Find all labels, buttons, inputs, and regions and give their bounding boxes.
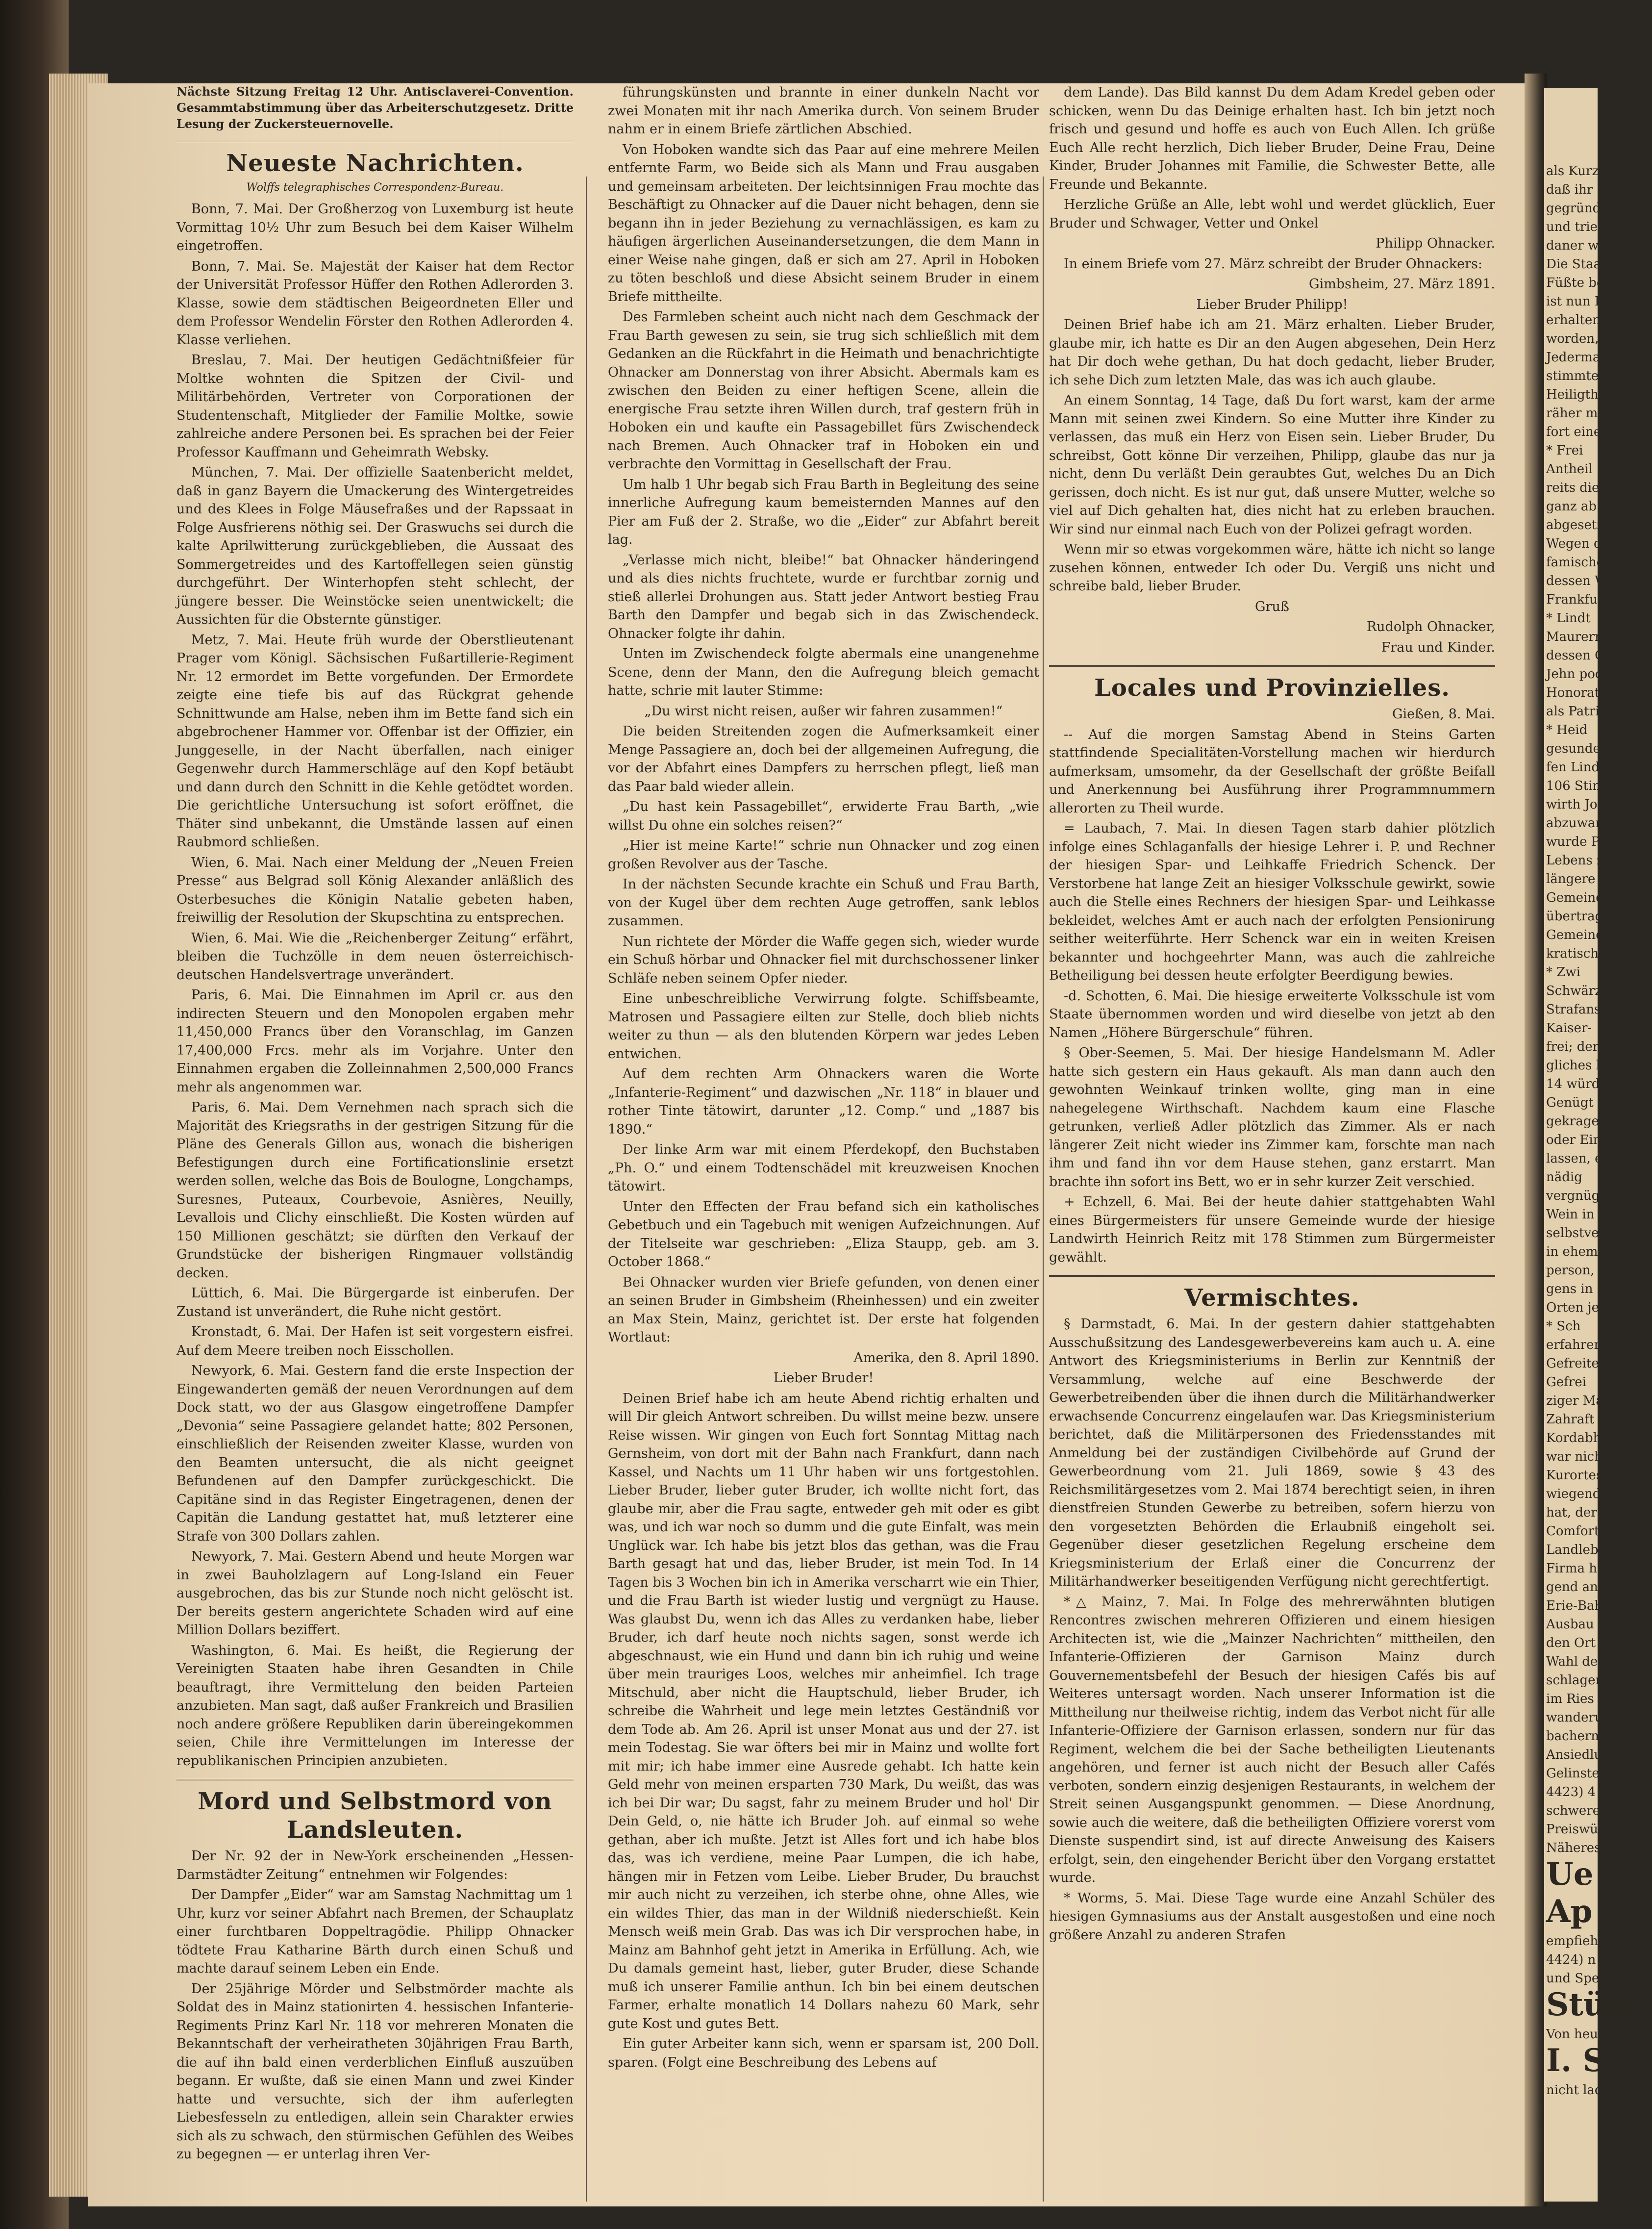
adjacent-page-text: famischen xyxy=(1546,555,1612,570)
news-paragraph: Bonn, 7. Mai. Der Großherzog von Luxemburg ist heute Vormittag 10½ Uhr zum Besuch bei dem Kaiser Wilhelm eingetroffen. xyxy=(176,202,574,253)
article-paragraph: Lieber Bruder! xyxy=(773,1370,874,1386)
adjacent-page-text: gliches bei xyxy=(1546,1058,1616,1073)
adjacent-page-text: den Ort xyxy=(1546,1636,1596,1650)
adjacent-page-text: dessen Wed xyxy=(1546,574,1623,588)
adjacent-page-text: I. S xyxy=(1546,2042,1605,2079)
article-paragraph: Des Farmleben scheint auch nicht nach dem Geschmack der Frau Barth gewesen zu sein, sie trug sich schließlich mit dem Gedanken an die Rückfahrt in die Heimath und benachrichtigte Ohnacker am Donnerstag von ihrer Absicht. Abermals kam es zwischen den Beiden zu einer heftigen Scene, allein die energische Frau setzte ihren Willen durch, traf gestern früh in Hoboken ein und kaufte ein Passagebillet fürs Zwischendeck nach Bremen. Auch Ohnacker traf in Hoboken ein und verbrachte den Vormittag in Gesellschaft der Frau. xyxy=(608,309,1039,472)
murder-article-body xyxy=(176,1847,574,2164)
adjacent-page-text: fen Lindte xyxy=(1546,760,1612,775)
local-news-body xyxy=(1049,705,1495,1266)
article-paragraph: Bei Ohnacker wurden vier Briefe gefunden, von denen einer an seinen Bruder in Gimbsheim (Rheinhessen) und ein zweiter an Max Stein, Mainz, gerichtet ist. Der erste hat folgenden Wortlaut: xyxy=(608,1274,1039,1345)
news-paragraph: Paris, 6. Mai. Dem Vernehmen nach sprach sich die Majorität des Kriegsraths in der gestrigen Sitzung für die Pläne des Generals Gillon aus, wonach die bisherigen Befestigungen durch eine Fortificationslinie ersetzt werden sollen, welche das Bois de Boulogne, Longchamps, Suresnes, Puteaux, Courbevoie, Asnières, Neuilly, Levallois und Clichy einschließt. Die Kosten würden auf 150 Millionen geschätzt; sie dürften den Verkauf der Grundstücke der bisherigen Ringmauer vollständig decken. xyxy=(176,1100,574,1281)
adjacent-page-text: Comfort, xyxy=(1546,1524,1603,1539)
adjacent-page-text: ziger Mark xyxy=(1546,1393,1618,1408)
adjacent-page-text: Ap xyxy=(1546,1893,1593,1930)
section-rule xyxy=(1049,665,1495,667)
news-paragraph: Kronstadt, 6. Mai. Der Hafen ist seit vorgestern eisfrei. Auf dem Meere treiben noch Eisschollen. xyxy=(176,1324,574,1358)
adjacent-page-text: Gemeinde xyxy=(1546,890,1612,905)
adjacent-page-text: Jehn poch xyxy=(1546,667,1611,682)
local-news-paragraph: + Echzell, 6. Mai. Bei der heute dahier stattgehabten Wahl eines Bürgermeisters für unsere Gemeinde wurde der hiesige Landwirth Heinrich Reitz mit 178 Stimmen zum Bürgermeister gewählt. xyxy=(1049,1194,1495,1265)
adjacent-page-text: daß ihr Brennen xyxy=(1546,182,1652,197)
letter-paragraph: Gruß xyxy=(1255,599,1289,614)
adjacent-page-text: wirth Joh xyxy=(1546,797,1606,812)
section-rule xyxy=(1049,1275,1495,1277)
section-title-local-news: Locales und Provinzielles. xyxy=(1094,674,1450,702)
adjacent-page-text: Genügt der xyxy=(1546,1095,1620,1110)
adjacent-page-text: wiegender xyxy=(1546,1487,1615,1501)
news-paragraph: Washington, 6. Mai. Es heißt, die Regierung der Vereinigten Staaten habe ihren Gesandten in Chile beauftragt, ihre Vermittelung den beiden Parteien anzubieten. Man sagt, daß außer Frankreich und Brasilien noch andere größere Republiken darin übereingekommen seien, Chile ihre Vermittelungen im Interesse der republikanischen Principien anzubieten. xyxy=(176,1643,574,1769)
section-rule xyxy=(176,1779,574,1780)
adjacent-page-text: Lebens z xyxy=(1546,853,1603,868)
adjacent-page-text: bachernes xyxy=(1546,1729,1613,1744)
article-paragraph: Nun richtete der Mörder die Waffe gegen sich, wieder wurde ein Schuß hörbar und Ohnacker fiel mit durchschossener linker Schläfe neben seinem Opfer nieder. xyxy=(608,934,1039,986)
adjacent-page-text: 4424) n xyxy=(1546,1952,1596,1967)
adjacent-page-text: * Lindt xyxy=(1546,611,1591,626)
article-paragraph: führungskünsten und brannte in einer dunkeln Nacht vor zwei Monaten mit ihr nach Amerika durch. Von seinem Bruder nahm er in einem Briefe zärtlichen Abschied. xyxy=(608,85,1039,137)
adjacent-page-text: Honoration xyxy=(1546,685,1620,700)
adjacent-page-text: in ehemal xyxy=(1546,1244,1610,1259)
adjacent-page-text: Gemeinde, xyxy=(1546,928,1616,942)
adjacent-page-text: Näheres b xyxy=(1546,1841,1613,1855)
local-news-paragraph: Gießen, 8. Mai. xyxy=(1392,707,1495,722)
letter-paragraph: Gimbsheim, 27. März 1891. xyxy=(1309,277,1495,292)
latest-news-body xyxy=(176,200,574,1770)
adjacent-page-text: schwere Do xyxy=(1546,1803,1622,1818)
letter-paragraph: dem Lande). Das Bild kannst Du dem Adam Kredel geben oder schicken, wenn Du das Deinige erhalten hast. Ich bin jetzt noch frisch und gesund und hoffe es auch von Euch Allen. Ich grüße Euch Alle recht herzlich, Dich lieber Bruder, Deine Frau, Deine Kinder, Bruder Johannes mit Familie, die Schwester Bette, alle Freunde und Bekannte. xyxy=(1049,85,1495,192)
adjacent-page-text: war nicht xyxy=(1546,1449,1608,1464)
letter-paragraph: Philipp Ohnacker. xyxy=(1376,236,1495,251)
adjacent-page-text: Preiswürd xyxy=(1546,1822,1613,1837)
adjacent-page-text: räher m xyxy=(1546,406,1598,421)
adjacent-page-text: * Zwi xyxy=(1546,965,1580,980)
news-paragraph: Paris, 6. Mai. Die Einnahmen im April cr. aus den indirecten Steuern und den Monopolen ergaben mehr 11,450,000 Francs über den Voranschlag, im Ganzen 17,400,000 Frcs. mehr als im Vorjahre. Unter den Einnahmen ergaben die Zolleinnahmen 2,500,000 Francs mehr als angenommen war. xyxy=(176,988,574,1095)
adjacent-page-text: Ue xyxy=(1546,1856,1594,1893)
letter-paragraph: Herzliche Grüße an Alle, lebt wohl und werdet glücklich, Euer Bruder und Schwager, Vetter und Onkel xyxy=(1049,197,1495,231)
adjacent-page-text: stimmtes xyxy=(1546,369,1605,383)
adjacent-page-text: als Patri xyxy=(1546,704,1600,719)
adjacent-page-text: Ansiedlung xyxy=(1546,1748,1619,1762)
column-1 xyxy=(176,83,574,2162)
article-paragraph: Unten im Zwischendeck folgte abermals eine unangenehme Scene, denn der Mann, den die Aufregung bleich gemacht hatte, schrie mit lauter Stimme: xyxy=(608,646,1039,698)
letter-paragraph: Deinen Brief habe ich am 21. März erhalten. Lieber Bruder, glaube mir, ich hatte es Dir an den Augen abgesehen, Dein Herz hat Dir doch wehe gethan, Du hat doch gedacht, lieber Bruder, ich sehe Dich zum letzten Male, das was ich auch glaube. xyxy=(1049,317,1495,388)
adjacent-page-text: ist nun R. xyxy=(1546,294,1608,309)
adjacent-page-text: hat, der xyxy=(1546,1505,1597,1520)
section-title-murder: Mord und Selbstmord von Landsleuten. xyxy=(198,1788,552,1844)
article-paragraph: „Du hast kein Passagebillet“, erwiderte Frau Barth, „wie willst Du ohne ein solches reisen?“ xyxy=(608,799,1039,833)
letter-paragraph: Frau und Kinder. xyxy=(1381,639,1495,655)
adjacent-page-text: Gefrei xyxy=(1546,1375,1586,1390)
adjacent-page-text: * Frei xyxy=(1546,443,1583,458)
news-paragraph: München, 7. Mai. Der offizielle Saatenbericht meldet, daß in ganz Bayern die Umackerung des Wintergetreides und des Klees in Folge Mäusefraßes und der Rapssaat in Folge Ausfrierens nöthig sei. Der Graswuchs sei durch die kalte Aprilwitterung zurückgeblieben, die Aussaat des Sommergetreides und des Kartoffellegen seien günstig durchgeführt. Der Winterhopfen steht schlecht, der jüngere besser. Die Weinstöcke seien unentwickelt; die Aussichten für die Obsternte günstiger. xyxy=(176,465,574,627)
adjacent-page-text: Kordabhar xyxy=(1546,1431,1615,1445)
adjacent-page-text: nädig xyxy=(1546,1170,1582,1185)
adjacent-page-text: oder Ein xyxy=(1546,1133,1602,1147)
local-news-paragraph: -d. Schotten, 6. Mai. Die hiesige erweiterte Volksschule ist vom Staate übernommen worden und wird dieselbe von jetzt ab den Namen „Höhere Bürgerschule“ führen. xyxy=(1049,988,1495,1040)
adjacent-page-text: Erie-Bahn xyxy=(1546,1598,1611,1613)
letters-body xyxy=(1049,83,1495,657)
adjacent-page-text: nicht laden xyxy=(1546,2083,1619,2098)
news-paragraph: Newyork, 7. Mai. Gestern Abend und heute Morgen war in zwei Bauholzlagern auf Long-Island ein Feuer ausgebrochen, das bis zur Stunde noch nicht gelöscht ist. Der bereits gestern angerichtete Schaden wird auf eine Million Dollars beziffert. xyxy=(176,1549,574,1638)
session-notice: Nächste Sitzung Freitag 12 Uhr. Antisclaverei-Convention. Gesammtabstimmung über das Arbeiterschutzgesetz. Dritte Lesung der Zuckersteuernovelle. xyxy=(176,84,574,131)
murder-article-continued xyxy=(608,83,1039,2072)
column-rule-2 xyxy=(1043,177,1044,2202)
adjacent-page-text: Gefreiter xyxy=(1546,1356,1605,1371)
adjacent-page-text: Gelinstein, xyxy=(1546,1766,1616,1781)
adjacent-page-text: * Heid xyxy=(1546,723,1588,737)
adjacent-page-text: abgesetzt xyxy=(1546,518,1609,532)
adjacent-page-text: gend an xyxy=(1546,1580,1598,1595)
adjacent-page-text: Wahl de xyxy=(1546,1654,1598,1669)
adjacent-page-text: lassen, es xyxy=(1546,1151,1609,1166)
section-title-miscellaneous: Vermischtes. xyxy=(1184,1284,1360,1312)
adjacent-page-text: vergnügt xyxy=(1546,1189,1605,1203)
adjacent-page-text: Strafanstal xyxy=(1546,1002,1618,1017)
article-paragraph: „Du wirst nicht reisen, außer wir fahren zusammen!“ xyxy=(644,703,1003,719)
article-paragraph: Der 25jährige Mörder und Selbstmörder machte als Soldat des in Mainz stationirten 4. hessischen Infanterie-Regiments Prinz Karl Nr. 118 vor mehreren Monaten die Bekanntschaft der verheiratheten 30jährigen Frau Barth, die auf ihn bald einen verderblichen Einfluß auszuüben begann. Er wußte, daß sie einen Mann und zwei Kinder hatte und versuchte, sich der ihm auferlegten Liebesfesseln zu entledigen, allein sein Charakter erwies sich als zu schwach, den stürmischen Gefühlen des Weibes zu begegnen — er unterlag ihren Ver- xyxy=(176,1981,574,2162)
adjacent-page-text: reits die xyxy=(1546,481,1600,495)
adjacent-page-text: Jedermann xyxy=(1546,350,1617,365)
local-news-paragraph: § Ober-Seemen, 5. Mai. Der hiesige Handelsmann M. Adler hatte sich gestern ein Haus gekauft. Als man dann auch den gewohnten Weinkauf trinken wollte, ging man in eine nahegelegene Wirthschaft. Nachdem kaum eine Flasche getrunken, verließ Adler plötzlich das Zimmer. Als er nach längerer Zeit nicht wieder ins Zimmer kam, forschte man nach ihm und fand ihn vor dem Hause stehen, ganz erstarrt. Man brachte ihn sofort ins Bett, wo er in sehr kurzer Zeit verschied. xyxy=(1049,1045,1495,1190)
adjacent-page-text: Firma h xyxy=(1546,1561,1597,1576)
article-paragraph: Der Dampfer „Eider“ war am Samstag Nachmittag um 1 Uhr, kurz vor seiner Abfahrt nach Bremen, der Schauplatz einer furchtbaren Doppeltragödie. Philipp Ohnacker tödtete Frau Katharine Bärth durch einen Schuß und machte darauf seinem Leben ein Ende. xyxy=(176,1887,574,1976)
adjacent-page-text: frei; der xyxy=(1546,1039,1599,1054)
adjacent-page-text: 14 würde xyxy=(1546,1077,1607,1091)
adjacent-page-text: im Ries xyxy=(1546,1692,1594,1706)
letter-paragraph: Lieber Bruder Philipp! xyxy=(1196,297,1348,312)
column-2 xyxy=(608,83,1039,2157)
article-paragraph: Unter den Effecten der Frau befand sich ein katholisches Gebetbuch und ein Tagebuch mit wenigen Aufzeichnungen. Auf der Titelseite war geschrieben: „Eliza Staupp, geb. am 3. October 1868.“ xyxy=(608,1199,1039,1269)
adjacent-page-text: dessen Ge xyxy=(1546,648,1613,663)
adjacent-page-fragment xyxy=(1544,88,1652,2202)
adjacent-page-text: abzuwarte xyxy=(1546,816,1614,831)
article-paragraph: Deinen Brief habe ich am heute Abend richtig erhalten und will Dir gleich Antwort schreiben. Du willst meine bezw. unsere Reise wissen. Wir gingen von Euch fort Sonntag Mittag nach Gernsheim, von dort mit der Bahn nach Frankfurt, dann nach Kassel, und Nachts um 11 Uhr haben wir uns fortgestohlen. Lieber Bruder, lieber guter Bruder, ich wollte nicht fort, das glaube mir, aber die Frau sagte, entweder geh mit oder es gibt was, und ich war noch so dumm und die gute Einfalt, was mein Unglück war. Ich habe bis jetzt blos das gethan, was die Frau Barth gesagt hat und das, lieber Bruder, ist mein Tod. In 14 Tagen bis 3 Wochen bin ich in Amerika verscharrt wie ein Thier, und die Frau Barth ist wieder lustig und vergnügt zu Hause. Was glaubst Du, wenn ich das Alles zu verdanken habe, lieber Bruder, ich darf heute noch nichts sagen, sonst werde ich abgeschnaust, wie ein Hund und dann bin ich ruhig und weine über mein trauriges Loos, welches mir anheimfiel. Ich trage Mitschuld, aber nicht die Hauptschuld, lieber Bruder, ich schreibe die Wahrheit und lege mein letztes Geständniß vor dem Tode ab. Am 26. April ist unser Monat aus und der 27. ist mein Todestag. Sie war öfters bei mir in Mainz und wollte fort mit mir; ich habe immer eine Ausrede gehabt. Ich hatte kein Geld mehr von meinen ersparten 730 Mark, Du weißt, das was ich bei Dir war; Du sagst, fahr zu meinem Bruder und hol' Dir Dein Geld, o, nie hätte ich Bruder Joh. auf einmal so wehe gethan, aber ich mußte. Jetzt ist Alles fort und ich habe blos das, was ich verdiene, meine Paar Lumpen, die ich habe, hängen mir in Fetzen vom Leibe. Lieber Bruder, Du brauchst mir auch nicht zu verzeihen, ich sterbe ohne, ohne Alles, wie ein wildes Thier, das man in der Wildniß niederschießt. Kein Mensch weiß mein Grab. Das was ich Dir versprochen habe, in Mainz am Bahnhof geht jetzt in Amerika in Erfüllung. Ach, wie Du damals gemeint hast, lieber, guter Bruder, diese Schande muß ich unserer Familie anthun. Ich bin bei einem deutschen Farmer, erhalte monatlich 14 Dollars nahezu 60 Mark, sehr gute Kost und gutes Bett. xyxy=(608,1391,1039,2031)
adjacent-page-text: wanderung xyxy=(1546,1710,1620,1725)
adjacent-page-text: Stüd xyxy=(1546,1986,1628,2023)
adjacent-page-text: längere Z xyxy=(1546,872,1608,887)
adjacent-page-text: ganz ab xyxy=(1546,499,1597,514)
article-paragraph: Eine unbeschreibliche Verwirrung folgte. Schiffsbeamte, Matrosen und Passagiere eilten zur Stelle, doch blieb nichts weiter zu thun — als den blutenden Körpern war jedes Leben entwichen. xyxy=(608,991,1039,1062)
adjacent-page-text: gekragen xyxy=(1546,1114,1607,1129)
adjacent-page-text: person, f xyxy=(1546,1263,1603,1278)
adjacent-page-text: selbstverst xyxy=(1546,1226,1617,1241)
local-news-paragraph: -- Auf die morgen Samstag Abend in Steins Garten stattfindende Specialitäten-Vorstellung machen wir hierdurch aufmerksam, umsomehr, da der Gesellschaft der größte Beifall und Anerkennung bei Ausführung ihrer Programmnummern allerorten zu Theil wurde. xyxy=(1049,727,1495,816)
misc-paragraph: * Worms, 5. Mai. Diese Tage wurde eine Anzahl Schüler des hiesigen Gymnasiums aus der Anstalt ausgestoßen und eine noch größere Anzahl zu anderen Strafen xyxy=(1049,1890,1495,1943)
adjacent-page-text: Kaiser- xyxy=(1546,1021,1592,1036)
adjacent-page-text: und Spen xyxy=(1546,1971,1607,1986)
adjacent-page-text: Orten je xyxy=(1546,1300,1600,1315)
adjacent-page-text: schlagen xyxy=(1546,1673,1604,1688)
adjacent-page-text: gegründet be xyxy=(1546,201,1633,216)
article-paragraph: Von Hoboken wandte sich das Paar auf eine mehrere Meilen entfernte Farm, wo Beide sich als Mann und Frau ausgaben und gemeinsam arbeiteten. Der leichtsinnigen Frau mochte das Beschäftigt zu Ohnacker auf die Dauer nicht behagen, denn sie begann ihn in jeder Beziehung zu vernachlässigen, es kam zu häufigen ärgerlichen Auseinandersetzungen, die dem Mann in einer Weise nahe gingen, daß er sich am 27. April in Hoboken zu töten beschloß und diese Absicht seinem Bruder in einem Briefe mittheilte. xyxy=(608,142,1039,304)
adjacent-page-text: Schwärz xyxy=(1546,984,1602,998)
adjacent-page-text: fort eines xyxy=(1546,425,1608,439)
section-subtitle: Wolffs telegraphisches Correspondenz-Bureau. xyxy=(246,181,504,194)
miscellaneous-body xyxy=(1049,1315,1495,1944)
adjacent-page-text: Landleben xyxy=(1546,1543,1614,1557)
adjacent-page-text: Von heute xyxy=(1546,2027,1611,2042)
adjacent-page-text: Füßte beim xyxy=(1546,276,1621,290)
adjacent-page-text: Frankfurt xyxy=(1546,592,1609,607)
adjacent-page-text: übertragen xyxy=(1546,909,1619,924)
news-paragraph: Lüttich, 6. Mai. Die Bürgergarde ist einberufen. Der Zustand ist unverändert, die Ruhe nicht gestört. xyxy=(176,1286,574,1319)
adjacent-page-text: Zahraft xyxy=(1546,1412,1595,1427)
letter-paragraph: Rudolph Ohnacker, xyxy=(1366,619,1495,634)
letter-paragraph: Wenn mir so etwas vorgekommen wäre, hätte ich nicht so lange zusehen können, entweder Ich oder Du. Vergiß uns nicht und schreibe bald, lieber Bruder. xyxy=(1049,542,1495,594)
article-paragraph: Amerika, den 8. April 1890. xyxy=(853,1350,1039,1366)
article-paragraph: Der Nr. 92 der in New-York erscheinenden „Hessen-Darmstädter Zeitung“ entnehmen wir Folgendes: xyxy=(176,1849,574,1882)
adjacent-page-text: empfiehlt xyxy=(1546,1934,1607,1949)
news-paragraph: Wien, 6. Mai. Wie die „Reichenberger Zeitung“ erfährt, bleiben die Tuchzölle in dem neuen österreichisch-deutschen Handelsvertrage unverändert. xyxy=(176,930,574,983)
column-rule-1 xyxy=(586,177,587,2202)
adjacent-page-text: als Kurzer xyxy=(1546,164,1612,178)
news-paragraph: Newyork, 6. Mai. Gestern fand die erste Inspection der Eingewanderten gemäß der neuen Verordnungen auf dem Dock statt, wo der aus Glasgow eingetroffene Dampfer „Devonia“ seine Passagiere gelandet hatte; 802 Personen, einschließlich der Reisenden zweiter Klasse, wurden von den Beamten untersucht, die als nicht geeignet Befundenen auf den Dampfer zurückgeschickt. Die Capitäne sind in das Register Eingetragenen, denen der Capitän die Landung gestattet hat, muß letzterer eine Strafe von 300 Dollars zahlen. xyxy=(176,1363,574,1544)
book-gutter xyxy=(1525,74,1547,2206)
article-paragraph: Der linke Arm war mit einem Pferdekopf, den Buchstaben „Ph. O.“ und einem Todtenschädel mit kreuzweisen Knochen tätowirt. xyxy=(608,1142,1039,1194)
adjacent-page-text: worden, u xyxy=(1546,331,1611,346)
article-paragraph: „Hier ist meine Karte!“ schrie nun Ohnacker und zog einen großen Revolver aus der Tasche. xyxy=(608,838,1039,872)
adjacent-page-text: daner war xyxy=(1546,238,1613,253)
section-title-latest-news: Neueste Nachrichten. xyxy=(226,150,524,177)
adjacent-page-text: Maurermeist xyxy=(1546,630,1630,644)
adjacent-page-text: erfahren, xyxy=(1546,1338,1606,1352)
adjacent-page-text: Heiligthum xyxy=(1546,387,1619,402)
adjacent-page-text: Ausbau xyxy=(1546,1617,1594,1632)
article-paragraph: Um halb 1 Uhr begab sich Frau Barth in Begleitung des seine innerliche Aufregung kaum bemeisternden Mannes auf den Pier am Fuß der 2. Straße, wo die „Eider“ zur Abfahrt bereit lag. xyxy=(608,477,1039,547)
misc-paragraph: § Darmstadt, 6. Mai. In der gestern dahier stattgehabten Ausschußsitzung des Landesgewerbevereins kam auch u. A. eine Antwort des Kriegsministeriums in Berlin zur Kenntniß der Versammlung, welche auf eine Beschwerde der Gewerbetreibenden über die ihnen durch die Militärhandwerker erwachsende Concurrenz eingelaufen war. Das Kriegsministerium berichtet, daß die Militärpersonen des Friedensstandes mit Anmeldung bei der zuständigen Civilbehörde auf Grund der Gewerbeordnung vom 21. Juli 1869, sowie § 43 des Reichsmilitärgesetzes vom 2. Mai 1874 berechtigt seien, in ihren dienstfreien Stunden Gewerbe zu betreiben, sofern hierzu von den vorgesetzten Behörden die Erlaubniß eingeholt sei. Gegenüber dieser gesetzlichen Regelung erscheine dem Kriegsministerium der Erlaß einer die Concurrenz der Militärhandwerker beseitigenden Verfügung nicht gerechtfertigt. xyxy=(1049,1317,1495,1589)
letter-paragraph: An einem Sonntag, 14 Tage, daß Du fort warst, kam der arme Mann mit seinen zwei Kindern. So eine Mutter ihre Kinder zu verlassen, das muß ein Herz von Eisen sein. Lieber Bruder, Du schreibst, Gott könne Dir verzeihen, Philipp, glaube das nur ja nicht, denn Du verläßt Dein geraubtes Gut, welches Du an Dich gerissen, doch nicht. Es ist nur gut, daß unsere Mutter, welche so viel auf Dich gehalten hat, dies nicht hat zu erleben brauchen. Wir sind nur einmal nach Euch von der Polizei gefragt worden. xyxy=(1049,393,1495,537)
news-paragraph: Breslau, 7. Mai. Der heutigen Gedächtnißfeier für Moltke wohnten die Spitzen der Civil- und Militärbehörden, Vertreter von Corporationen der Studentenschaft, Mitglieder der Familie Moltke, sowie zahlreiche andere Personen bei. Es sprachen bei der Feier Professor Kauffmann und Geheimrath Websky. xyxy=(176,353,574,460)
adjacent-page-text: Die Staats xyxy=(1546,257,1613,272)
article-paragraph: Auf dem rechten Arm Ohnackers waren die Worte „Infanterie-Regiment“ und dazwischen „Nr. 118“ in blauer und rother Tinte tätowirt, darunter „12. Comp.“ und „1887 bis 1890.“ xyxy=(608,1066,1039,1137)
adjacent-page-text: kratisches xyxy=(1546,946,1613,961)
article-paragraph: In der nächsten Secunde krachte ein Schuß und Frau Barth, von der Kugel über dem rechten Auge getroffen, sank leblos zusammen. xyxy=(608,877,1039,929)
adjacent-page-text: gesundener xyxy=(1546,741,1623,756)
adjacent-page-text: Antheil xyxy=(1546,462,1593,477)
adjacent-page-text: Kurortes xyxy=(1546,1468,1603,1483)
adjacent-page-text: 4423) 4 S xyxy=(1546,1785,1609,1799)
adjacent-page-text: erhalten m xyxy=(1546,313,1617,328)
article-paragraph: „Verlasse mich nicht, bleibe!“ bat Ohnacker händeringend und als dies nichts fruchtete, wurde er furchtbar zornig und stieß allerlei Drohungen aus. Statt jeder Antwort bestieg Frau Barth den Dampfer und begab sich in das Zwischendeck. Ohnacker folgte ihr dahin. xyxy=(608,552,1039,641)
letter-paragraph: In einem Briefe vom 27. März schreibt der Bruder Ohnackers: xyxy=(1064,256,1482,272)
header-double-rule xyxy=(176,141,574,142)
column-3 xyxy=(1049,83,1495,2157)
adjacent-page-text: Wegen des xyxy=(1546,536,1616,551)
adjacent-page-text: wurde Pl xyxy=(1546,835,1604,849)
news-paragraph: Wien, 6. Mai. Nach einer Meldung der „Neuen Freien Presse“ aus Belgrad soll König Alexander anläßlich des Osterbesuches die Königin Natalie gebeten haben, freiwillig der Resolution der Skupschtina zu entsprechen. xyxy=(176,855,574,925)
adjacent-page-text: gens in xyxy=(1546,1282,1593,1296)
adjacent-page-text: und trieben xyxy=(1546,220,1622,234)
news-paragraph: Metz, 7. Mai. Heute früh wurde der Oberstlieutenant Prager vom Königl. Sächsischen Fußartillerie-Regiment Nr. 12 ermordet im Bette vorgefunden. Der Ermordete zeigte eine tiefe bis auf das Rückgrat gehende Schnittwunde am Halse, neben ihm im Bette fand sich ein abgebrochener Hammer vor. Offenbar ist der Offizier, ein Junggeselle, in der Nacht überfallen, nach einiger Gegenwehr durch Hammerschläge auf den Kopf betäubt und dann durch den Schnitt in die Kehle getödtet worden. Die gerichtliche Untersuchung ist sofort eröffnet, die Thäter sind unbekannt, die Umstände lassen auf einen Raubmord schließen. xyxy=(176,632,574,850)
misc-paragraph: *△ Mainz, 7. Mai. In Folge des mehrerwähnten blutigen Rencontres zwischen mehreren Offizieren und einem hiesigen Architecten ist, wie die „Mainzer Nachrichten“ mittheilen, den Infanterie-Offizieren der Garnison Mainz durch Gouvernementsbefehl der Besuch der hiesigen Cafés bis auf Weiteres untersagt worden. Nach unserer Information ist die Mittheilung nur theilweise richtig, indem das Verbot nicht für alle Infanterie-Offiziere der Garnison erlassen, sondern nur für das Regiment, welchem die bei der Sache betheiligten Lieutenants angehören, und ferner ist auch nicht der Besuch aller Cafés verboten, sondern einzig desjenigen Restaurants, in welchem der Streit seinen Ausgangspunkt genommen. — Diese Anordnung, sowie auch die weitere, daß die betheiligten Offiziere vorerst vom Dienste suspendirt sind, ist auf directe Anweisung des Kaisers erfolgt, sein, den eingehender Bericht über den Vorgang erstattet wurde. xyxy=(1049,1594,1495,1885)
article-paragraph: Ein guter Arbeiter kann sich, wenn er sparsam ist, 200 Doll. sparen. (Folgt eine Beschreibung des Lebens auf xyxy=(608,2036,1039,2070)
news-paragraph: Bonn, 7. Mai. Se. Majestät der Kaiser hat dem Rector der Universität Professor Hüffer den Rothen Adlerorden 3. Klasse, sowie dem städtischen Beigeordneten Eller und dem Professor Wendelin Förster den Rothen Adlerorden 4. Klasse verliehen. xyxy=(176,258,574,348)
local-news-paragraph: = Laubach, 7. Mai. In diesen Tagen starb dahier plötzlich infolge eines Schlaganfalls der hiesige Lehrer i. P. und Rechner der hiesigen Spar- und Leihkaffe Friedrich Schenck. Der Verstorbene hat lange Zeit an hiesiger Volksschule gewirkt, sowie auch die Stelle eines Rechners der hiesigen Spar- und Leihkasse bekleidet, welches Amt er auch nach der erfolgten Pensionirung seither weiterführte. Herr Schenck war ein in weiten Kreisen bekannter und hochgeehrter Mann, was auch die zahlreiche Betheiligung bei dessen heute erfolgter Beerdigung bewies. xyxy=(1049,821,1495,983)
adjacent-page-text: Wein in xyxy=(1546,1207,1595,1222)
adjacent-page-text: 106 Stim xyxy=(1546,779,1605,793)
article-paragraph: Die beiden Streitenden zogen die Aufmerksamkeit einer Menge Passagiere an, doch bei der allgemeinen Aufregung, die vor der Abfahrt eines Dampfers zu herrschen pflegt, ließ man das Paar bald wieder allein. xyxy=(608,724,1039,794)
adjacent-page-text: * Sch xyxy=(1546,1319,1581,1334)
